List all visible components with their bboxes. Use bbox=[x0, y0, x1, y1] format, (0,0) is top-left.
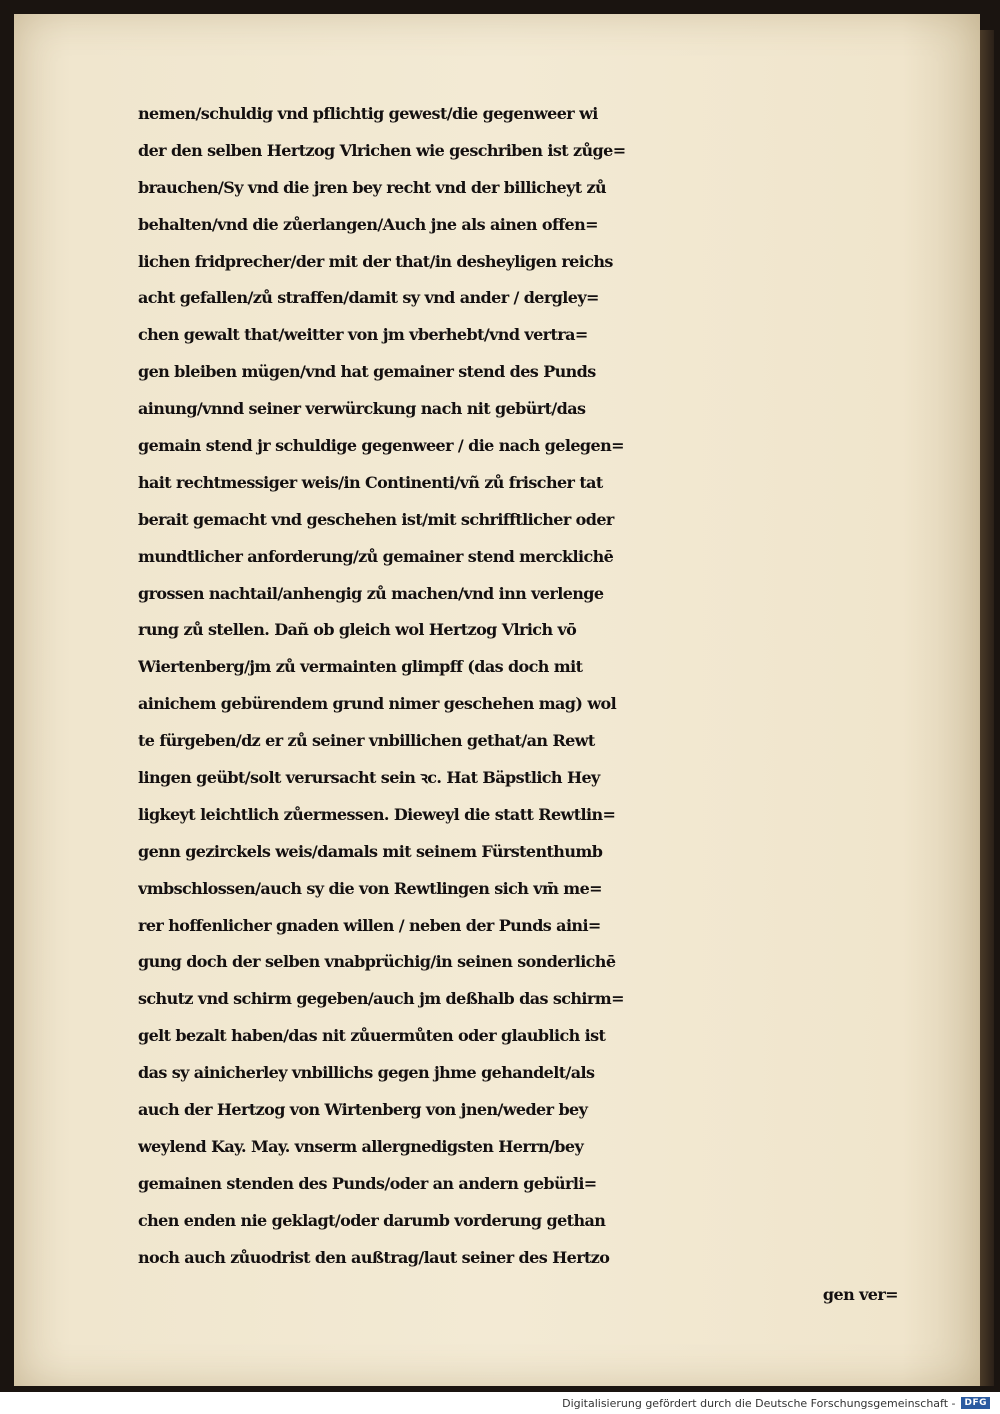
text-line: berait gemacht vnd geschehen ist/mit schrifftlicher oder bbox=[138, 509, 614, 529]
text-line: ligkeyt leichtlich zůermessen. Dieweyl die statt Rewtlin= bbox=[138, 804, 616, 824]
text-line: auch der Hertzog von Wirtenberg von jnen/weder bey bbox=[138, 1100, 588, 1120]
footer bbox=[0, 1392, 1000, 1414]
text-line: mundtlicher anforderung/zů gemainer stend mercklichē bbox=[138, 546, 614, 566]
text-line: rer hoffenlicher gnaden willen / neben der Punds aini= bbox=[138, 915, 601, 935]
text-line: der den selben Hertzog Vlrichen wie geschriben ist zůge= bbox=[138, 140, 626, 160]
text-line: nemen/schuldig vnd pflichtig gewest/die gegenweer wi bbox=[138, 104, 598, 123]
text-line: weylend Kay. May. vnserm allergnedigsten Herrn/bey bbox=[138, 1136, 584, 1156]
text-line: ainung/vnnd seiner verwürckung nach nit gebürt/das bbox=[138, 399, 586, 419]
text-line: chen enden nie geklagt/oder darumb vorderung gethan bbox=[138, 1210, 606, 1230]
text-line: gen ver= bbox=[822, 1284, 898, 1304]
text-line: noch auch zůuodrist den außtrag/laut seiner des Hertzo bbox=[138, 1247, 610, 1267]
text-block bbox=[138, 96, 928, 1313]
text-line: te fürgeben/dz er zů seiner vnbillichen gethat/an Rewt bbox=[138, 731, 595, 751]
footer-credit: Digitalisierung gefördert durch die Deutsche Forschungsgemeinschaft - bbox=[562, 1396, 956, 1410]
text-line: gemainen stenden des Punds/oder an andern gebürli= bbox=[138, 1173, 597, 1193]
dfg-logo: DFG bbox=[961, 1397, 990, 1409]
text-line: hait rechtmessiger weis/in Continenti/vñ zů frischer tat bbox=[138, 472, 603, 492]
text-line: schutz vnd schirm gegeben/auch jm deßhalb das schirm= bbox=[138, 989, 624, 1009]
text-line: Wiertenberg/jm zů vermainten glimpff (das doch mit bbox=[138, 657, 583, 677]
text-line: gelt bezalt haben/das nit zůuermůten oder glaublich ist bbox=[138, 1026, 606, 1046]
text-line: gemain stend jr schuldige gegenweer / die nach gelegen= bbox=[138, 436, 624, 456]
text-line: ainichem gebürendem grund nimer geschehen mag) wol bbox=[138, 694, 617, 714]
text-line: gen bleiben mügen/vnd hat gemainer stend des Punds bbox=[138, 362, 596, 382]
text-line: lingen geübt/solt verursacht sein ꝛc. Hat Bäpstlich Hey bbox=[138, 768, 600, 788]
text-line: rung zů stellen. Dañ ob gleich wol Hertzog Vlrich vō bbox=[138, 620, 577, 640]
page-edge bbox=[980, 30, 994, 1386]
text-line: chen gewalt that/weitter von jm vberhebt/vnd vertra= bbox=[138, 325, 588, 345]
text-line: das sy ainicherley vnbillichs gegen jhme gehandelt/als bbox=[138, 1063, 595, 1083]
text-line: lichen fridprecher/der mit der that/in desheyligen reichs bbox=[138, 251, 613, 271]
text-line: acht gefallen/zů straffen/damit sy vnd ander / dergley= bbox=[138, 288, 599, 308]
text-line: behalten/vnd die zůerlangen/Auch jne als ainen offen= bbox=[138, 214, 598, 234]
text-line: genn gezirckels weis/damals mit seinem Fürstenthumb bbox=[138, 841, 603, 861]
text-line: vmbschlossen/auch sy die von Rewtlingen sich vm̄ me= bbox=[138, 878, 602, 898]
text-line: grossen nachtail/anhengig zů machen/vnd inn verlenge bbox=[138, 583, 604, 603]
text-line: brauchen/Sy vnd die jren bey recht vnd der billicheyt zů bbox=[138, 177, 607, 197]
text-line: gung doch der selben vnabprüchig/in seinen sonderlichē bbox=[138, 952, 616, 972]
